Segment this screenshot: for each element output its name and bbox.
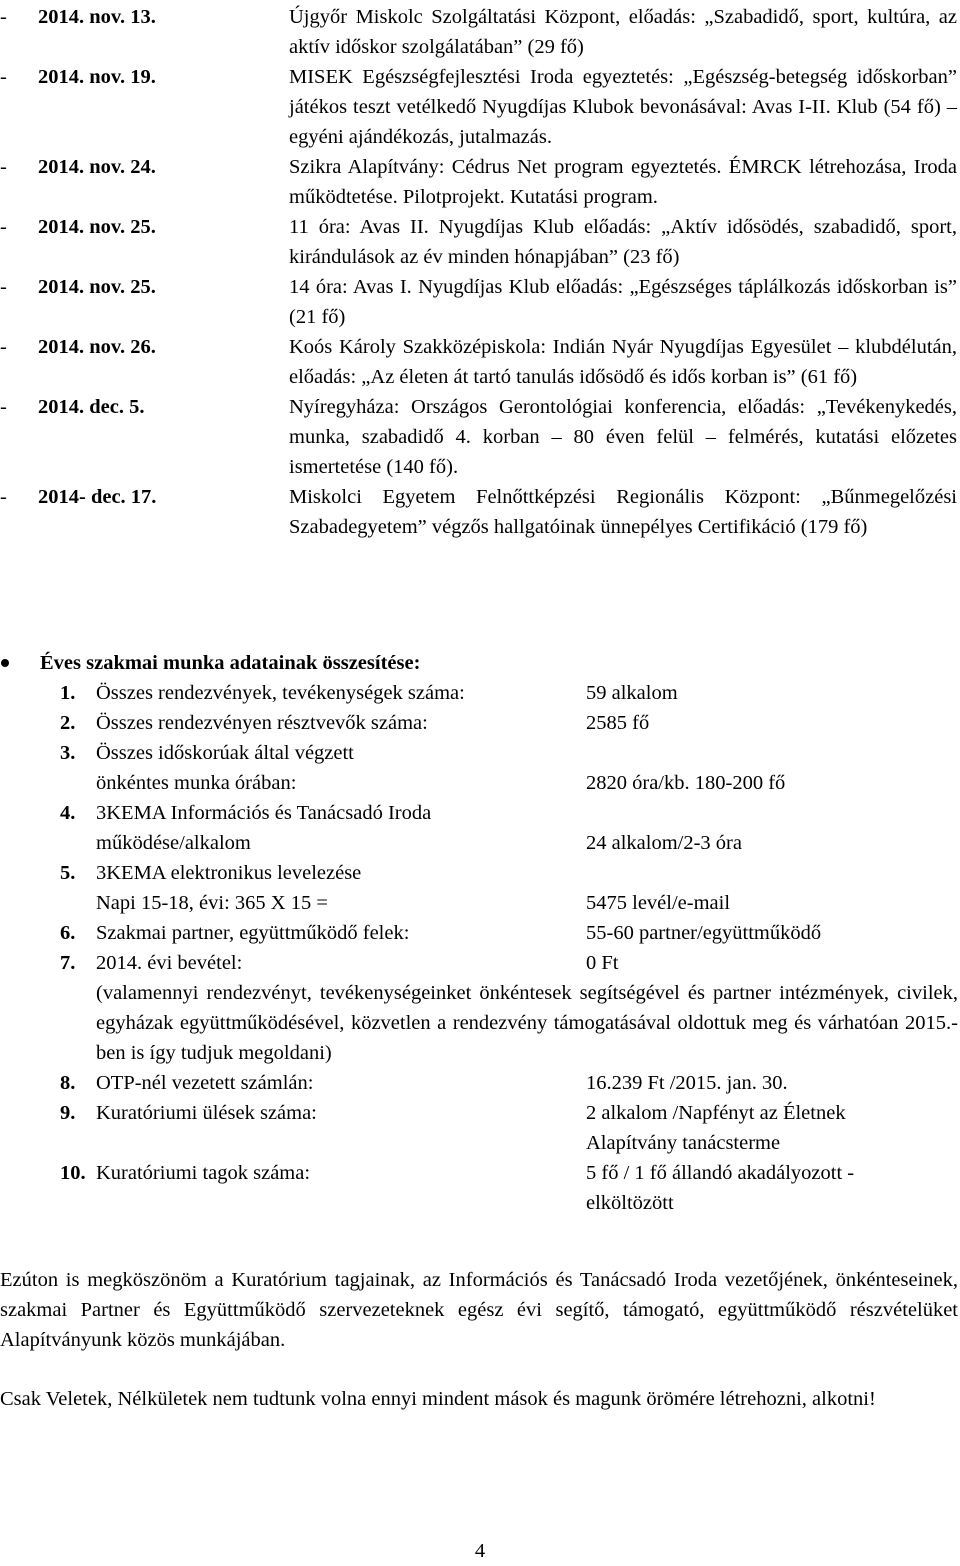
item-number: 4. (60, 802, 76, 824)
item-value: 5475 levél/e-mail (586, 892, 731, 914)
summary-item (0, 738, 960, 798)
event-row (0, 392, 960, 482)
income-note: (valamennyi rendezvényt, tevékenységeinket önkéntesek segítségével és partner intézmények, civilek, egyházak együttműködésével, közvetlen a rendezvény támogatásával oldottuk meg és várhatóan 2015.-ben is így tudjuk megoldani) (96, 982, 958, 1064)
summary-item (0, 948, 960, 978)
item-label: Összes rendezvényen résztvevők száma: (96, 712, 428, 734)
item-label: 3KEMA Információs és Tanácsadó Iroda működése/alkalom (96, 802, 432, 854)
item-number: 3. (60, 742, 76, 764)
summary-item (0, 1068, 960, 1098)
event-text: MISEK Egészségfejlesztési Iroda egyeztetés: „Egészség-betegség időskorban” játékos teszt vetélkedő Nyugdíjas Klubok bevonásával: Avas I-II. Klub (54 fő) – egyéni ajándékozás, jutalmazás. (289, 66, 957, 148)
event-text: Miskolci Egyetem Felnőttképzési Regionális Központ: „Bűnmegelőzési Szabadegyetem” végzős hallgatóinak ünnepélyes Certifikáció (179 fő) (289, 486, 957, 538)
event-text: Szikra Alapítvány: Cédrus Net program egyeztetés. ÉMRCK létrehozása, Iroda működtetése. Pilotprojekt. Kutatási program. (289, 156, 957, 208)
event-row (0, 272, 960, 332)
event-row (0, 2, 960, 62)
bullet-icon (1, 659, 9, 667)
item-number: 9. (60, 1102, 76, 1124)
item-label: Szakmai partner, együttműködő felek: (96, 922, 410, 944)
event-row (0, 482, 960, 542)
item-value: 5 fő / 1 fő állandó akadályozott - elköltözött (586, 1162, 855, 1214)
event-row (0, 332, 960, 392)
summary-item (0, 918, 960, 948)
event-text: Nyíregyháza: Országos Gerontológiai konferencia, előadás: „Tevékenykedés, munka, szabadidő 4. korban – 80 éven felül – felmérés, kutatási előzetes ismertetése (140 fő). (289, 396, 957, 478)
item-number: 10. (60, 1162, 86, 1184)
event-date: - 2014. nov. 24. (0, 156, 156, 178)
event-date: - 2014. nov. 25. (0, 216, 156, 238)
event-date: - 2014. nov. 13. (0, 6, 156, 28)
item-value: 2585 fő (586, 712, 650, 734)
event-row (0, 212, 960, 272)
item-value: 0 Ft (586, 952, 619, 974)
item-value: 24 alkalom/2-3 óra (586, 832, 742, 854)
event-date: - 2014. nov. 19. (0, 66, 156, 88)
item-value: 59 alkalom (586, 682, 678, 704)
annual-summary (0, 648, 960, 1218)
summary-item (0, 678, 960, 708)
summary-items (0, 678, 960, 1218)
event-text: 14 óra: Avas I. Nyugdíjas Klub előadás: „Egészséges táplálkozás időskorban is” (21 fő) (289, 276, 957, 328)
item-number: 2. (60, 712, 76, 734)
item-label: Kuratóriumi ülések száma: (96, 1102, 317, 1124)
item-label: OTP-nél vezetett számlán: (96, 1072, 314, 1094)
event-text: Újgyőr Miskolc Szolgáltatási Központ, előadás: „Szabadidő, sport, kultúra, az aktív időskor szolgálatában” (29 fő) (289, 6, 957, 58)
summary-item (0, 798, 960, 858)
item-number: 1. (60, 682, 76, 704)
item-label: 3KEMA elektronikus levelezése Napi 15-18, évi: 365 X 15 = (96, 862, 362, 914)
summary-item (0, 1158, 960, 1218)
summary-heading: Éves szakmai munka adatainak összesítése: (0, 648, 960, 678)
event-row (0, 152, 960, 212)
event-date: - 2014. nov. 25. (0, 276, 156, 298)
closing-section (0, 1265, 958, 1443)
item-label: 2014. évi bevétel: (96, 952, 243, 974)
event-row (0, 62, 960, 152)
item-value: 16.239 Ft /2015. jan. 30. (586, 1072, 788, 1094)
closing-paragraph: Csak Veletek, Nélkületek nem tudtunk volna ennyi mindent mások és magunk örömére létrehozni, alkotni! (0, 1388, 876, 1410)
item-number: 8. (60, 1072, 76, 1094)
closing-paragraph: Ezúton is megköszönöm a Kuratórium tagjainak, az Információs és Tanácsadó Iroda vezetőjének, önkénteseinek, szakmai Partner és Együttműködő szervezeteknek egész évi segítő, támogató, együttműködő részvételüket Alapítványunk közös munkájában. (0, 1269, 958, 1351)
event-date: - 2014. dec. 5. (0, 396, 145, 418)
event-list (0, 2, 960, 542)
item-value: 2 alkalom /Napfényt az Életnek Alapítvány tanácsterme (586, 1102, 846, 1154)
page-number: 4 (474, 1540, 486, 1562)
summary-item (0, 708, 960, 738)
summary-item (0, 858, 960, 918)
item-value: 55-60 partner/együttműködő (586, 922, 822, 944)
item-label: Összes időskorúak által végzett önkéntes munka órában: (96, 742, 354, 794)
event-date: - 2014. nov. 26. (0, 336, 156, 358)
item-number: 7. (60, 952, 76, 974)
item-number: 5. (60, 862, 76, 884)
item-number: 6. (60, 922, 76, 944)
event-date: - 2014- dec. 17. (0, 486, 157, 508)
item-label: Kuratóriumi tagok száma: (96, 1162, 311, 1184)
item-label: Összes rendezvények, tevékenységek száma: (96, 682, 465, 704)
event-text: 11 óra: Avas II. Nyugdíjas Klub előadás: „Aktív idősödés, szabadidő, sport, kirándulások az év minden hónapjában” (23 fő) (289, 216, 957, 268)
event-text: Koós Károly Szakközépiskola: Indián Nyár Nyugdíjas Egyesület – klubdélután, előadás: „Az életen át tartó tanulás idősödő és idős korban is” (61 fő) (289, 336, 957, 388)
summary-item (0, 1098, 960, 1158)
item-value: 2820 óra/kb. 180-200 fő (586, 772, 786, 794)
